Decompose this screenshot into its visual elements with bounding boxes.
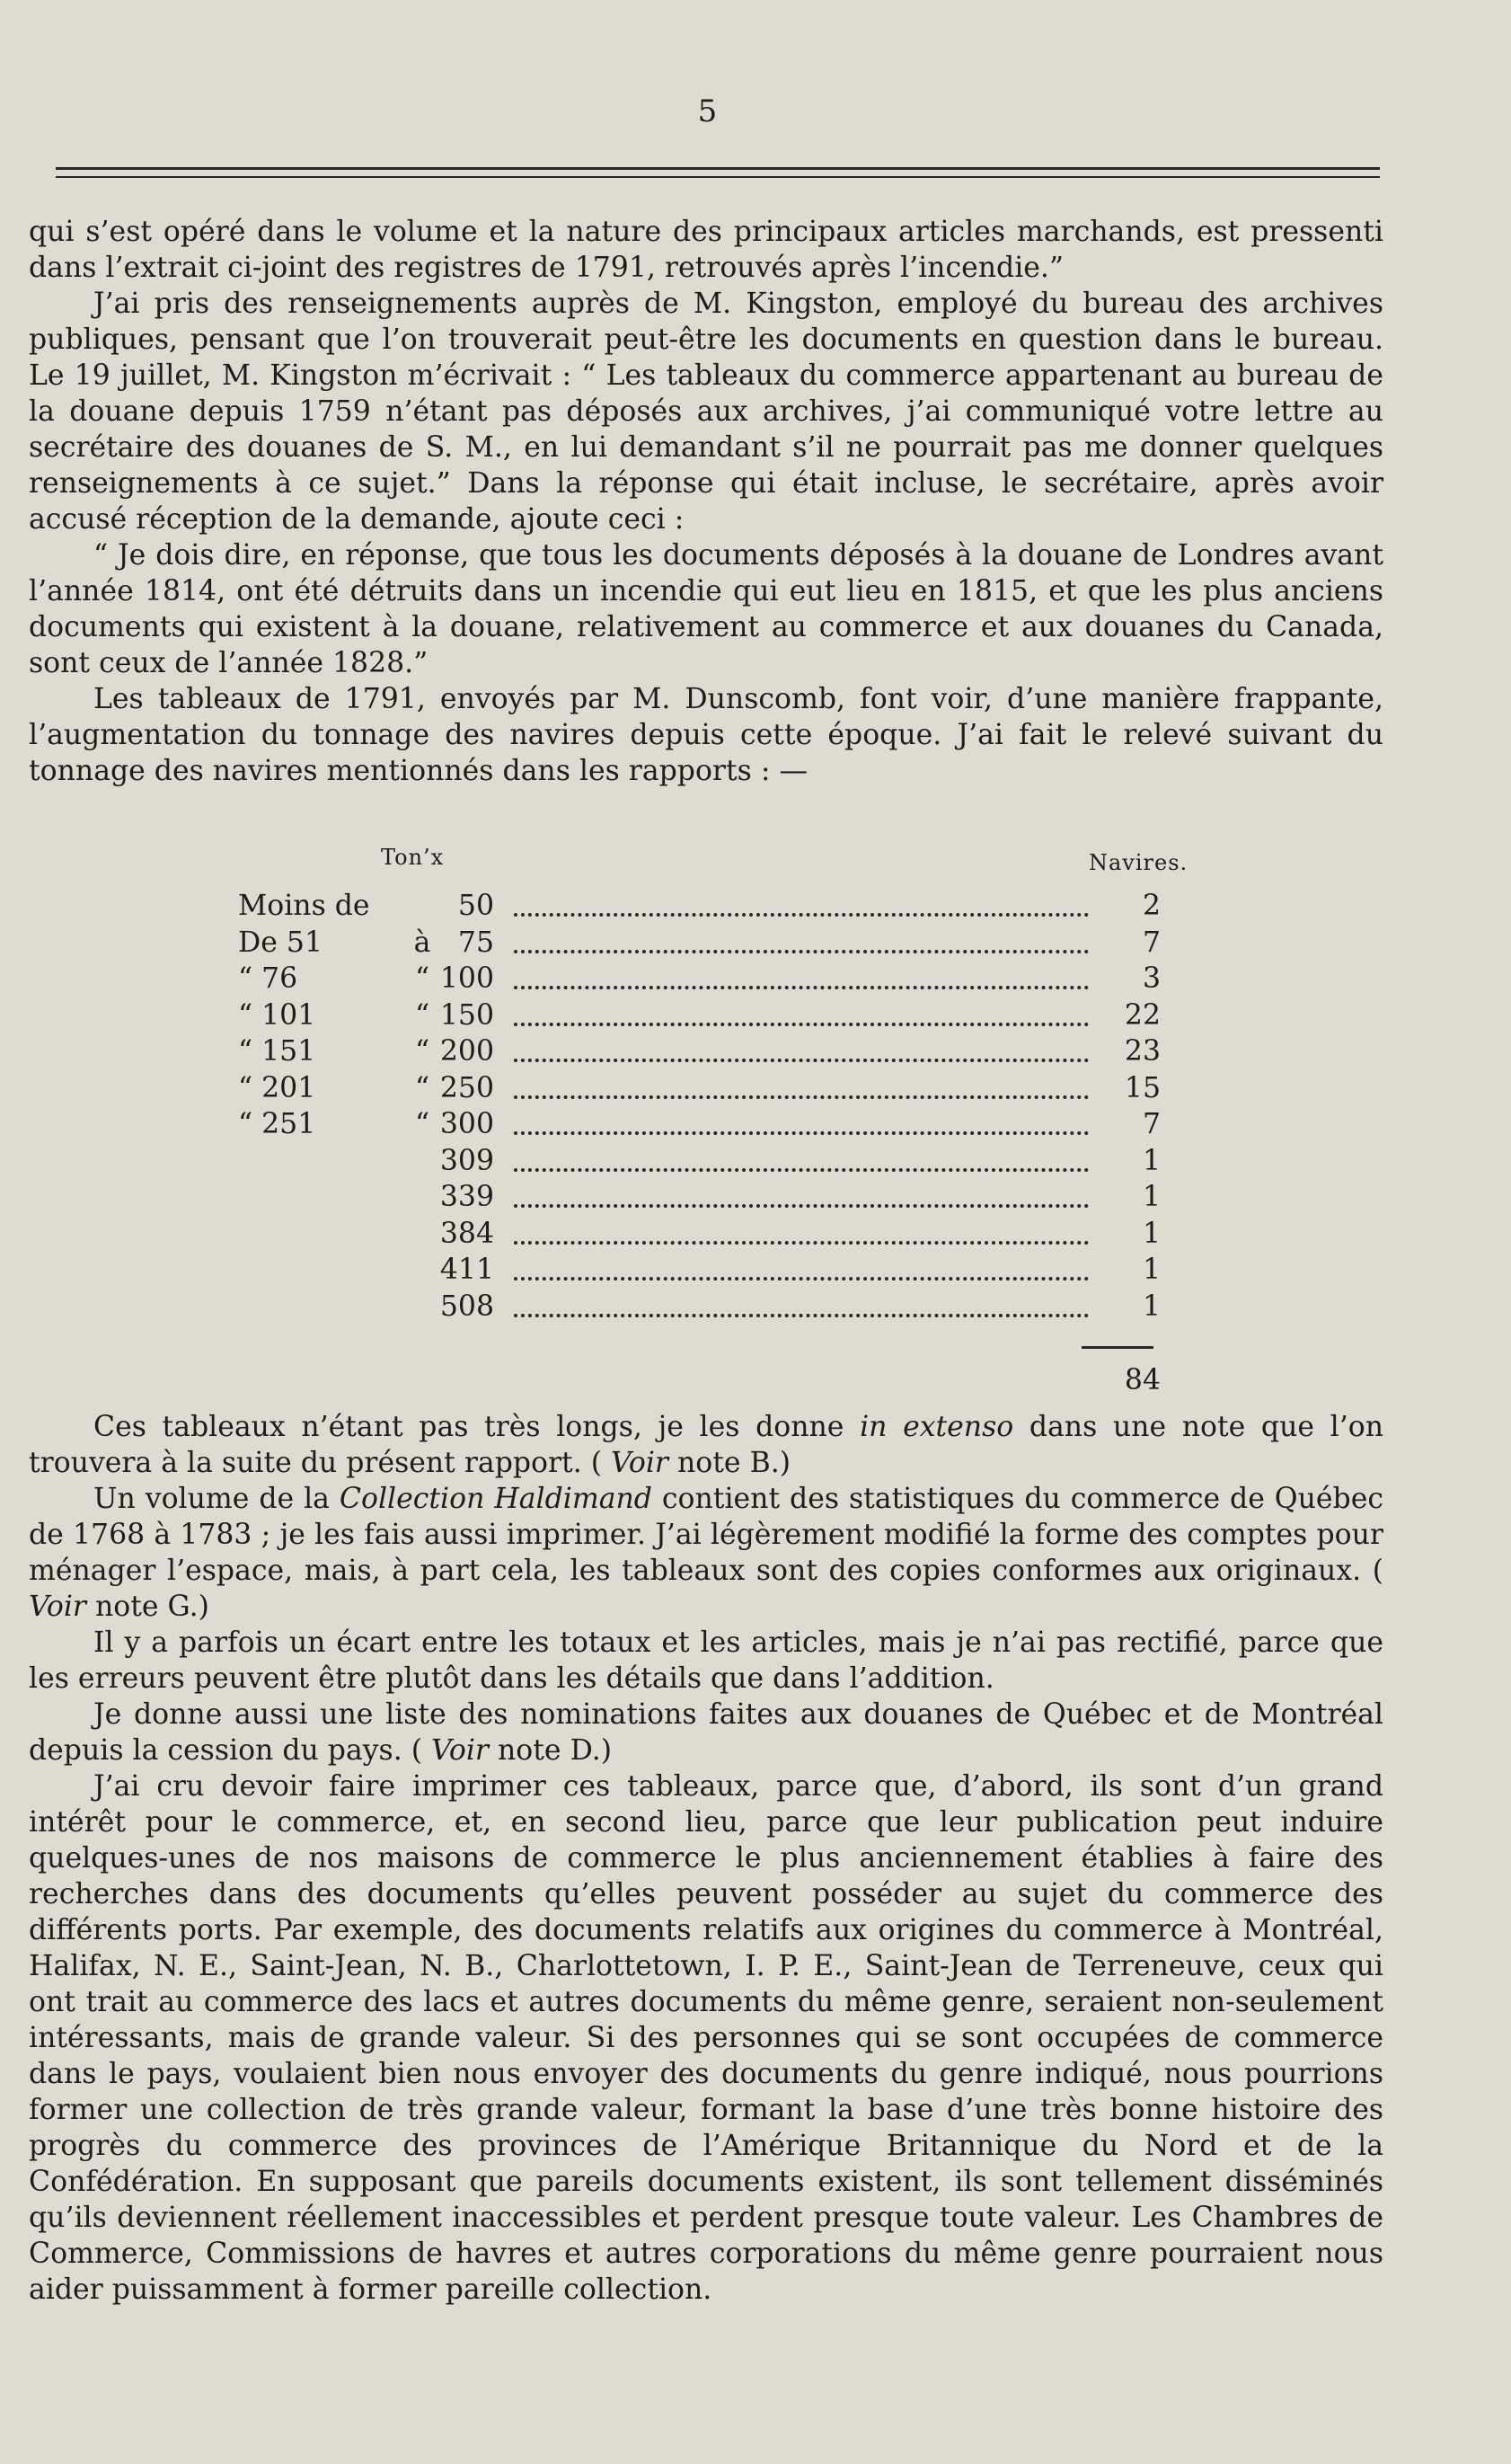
tonnage-from: Moins de [238, 890, 370, 922]
ship-count: 1 [1142, 1217, 1161, 1250]
table-row [0, 962, 1511, 998]
paragraph-quote: “ Je dois dire, en réponse, que tous les documents déposés à la douane de Londres avant l’année 1814, ont été détruits dans un incendie qui eut lieu en 1815, et que les plus anciens documents qui existent à la douane, relativement au commerce et aux douanes du Canada, sont ceux de l’année 1828.” [29, 539, 1383, 679]
header-rule-thin [56, 176, 1380, 178]
paragraph-extenso: Ces tableaux n’étant pas très longs, je les donne in extenso dans une note que l’on trouvera à la suite du présent rapport. ( Voir note B.) [29, 1411, 1383, 1479]
dot-leader [514, 1131, 1089, 1135]
paragraph-continuation: qui s’est opéré dans le volume et la nature des principaux articles marchands, est pressenti dans l’extrait ci-joint des registres de 1791, retrouvés après l’incendie.” [29, 216, 1383, 284]
ship-count: 2 [1142, 890, 1161, 922]
tonnage-from: “ 101 [238, 998, 316, 1032]
dot-leader [514, 1168, 1089, 1172]
paragraph-imprimer: J’ai cru devoir faire imprimer ces tableaux, parce que, d’abord, ils sont d’un grand intérêt pour le commerce, et, en second lieu, parce que leur publication peut induire quelques-unes de nos maisons de commerce le plus anciennement établies à faire des recherches dans des documents qu’elles peuvent posséder au sujet du commerce des différents ports. Par exemple, des documents relatifs aux origines du commerce à Montréal, Halifax, N. E., Saint-Jean, N. B., Charlottetown, I. P. E., Saint-Jean de Terreneuve, ceux qui ont trait au commerce des lacs et autres documents du même genre, seraient non-seulement intéressants, mais de grande valeur. Si des personnes qui se sont occupées de commerce dans le pays, voulaient bien nous envoyer des documents du genre indiqué, nous pourrions former une collection de très grande valeur, formant la base d’une très bonne histoire des progrès du commerce des provinces de l’Amérique Britannique du Nord et de la Confédération. En supposant que pareils documents existent, ils sont tellement disséminés qu’ils deviennent réellement inaccessibles et perdent presque toute valeur. Les Chambres de Commerce, Commissions de havres et autres corporations du même genre pourraient nous aider puissamment à former pareille collection. [29, 1770, 1383, 2306]
ship-count: 1 [1142, 1254, 1161, 1286]
ship-count: 3 [1142, 962, 1161, 995]
dot-leader [514, 1277, 1089, 1281]
dot-leader [514, 986, 1089, 989]
tonnage-to: 75 [457, 926, 494, 959]
body-text [29, 1409, 1383, 2308]
tonnage-to: 411 [439, 1254, 494, 1286]
column-header-ships: Navires. [1089, 850, 1188, 875]
ship-count: 1 [1142, 1144, 1161, 1177]
tonnage-to: 150 [439, 998, 494, 1032]
tonnage-sep: “ [414, 1108, 430, 1140]
tonnage-sep: “ [414, 1035, 430, 1068]
tonnage-to: 50 [457, 890, 494, 922]
paragraph-nominations: Je donne aussi une liste des nominations faites aux douanes de Québec et de Montréal depuis la cession du pays. ( Voir note D.) [29, 1698, 1383, 1767]
table-row [0, 1035, 1511, 1071]
tonnage-to: 384 [439, 1217, 494, 1250]
tonnage-from: “ 151 [238, 1035, 316, 1068]
header-rule-thick [56, 167, 1380, 170]
column-header-tons: Ton’x [381, 845, 445, 870]
table-row [0, 999, 1511, 1035]
tonnage-sep: “ [414, 1071, 430, 1104]
table-row [0, 1254, 1511, 1290]
dot-leader [514, 1023, 1089, 1026]
tonnage-to: 250 [439, 1071, 494, 1104]
dot-leader [514, 950, 1089, 953]
page-number: 5 [697, 93, 718, 129]
dot-leader [514, 1095, 1089, 1099]
tonnage-sep: à [413, 926, 431, 959]
paragraph-kingston: J’ai pris des renseignements auprès de M. Kingston, employé du bureau des archives publiques, pensant que l’on trouverait peut-être les documents en question dans le bureau. Le 19 juillet, M. Kingston m’écrivait : “ Les tableaux du commerce appartenant au bureau de la douane depuis 1759 n’étant pas déposés aux archives, j’ai communiqué votre lettre au secrétaire des douanes de S. M., en lui demandant s’il ne pourrait pas me donner quelques renseignements à ce sujet.” Dans la réponse qui était incluse, le secrétaire, après avoir accusé réception de la demande, ajoute ceci : [29, 288, 1383, 536]
tonnage-to: 300 [439, 1108, 494, 1140]
total-rule [1082, 1346, 1153, 1349]
intro-text [29, 214, 1383, 789]
paragraph-haldimand: Un volume de la Collection Haldimand contient des statistiques du commerce de Québec de 1768 à 1783 ; je les fais aussi imprimer. J’ai légèrement modifié la forme des comptes pour ménager l’espace, mais, à part cela, les tableaux sont des copies conformes aux originaux. ( Voir note G.) [29, 1483, 1383, 1623]
ship-count: 23 [1124, 1035, 1161, 1068]
tonnage-to: 508 [439, 1290, 494, 1323]
table-row [0, 890, 1511, 926]
tonnage-from: “ 201 [238, 1071, 316, 1104]
total-ships: 84 [1124, 1364, 1161, 1396]
paragraph-dunscomb: Les tableaux de 1791, envoyés par M. Dunscomb, font voir, d’une manière frappante, l’augmentation du tonnage des navires depuis cette époque. J’ai fait le relevé suivant du tonnage des navires mentionnés dans les rapports : — [29, 683, 1383, 787]
dot-leader [514, 1204, 1089, 1208]
tonnage-from: De 51 [238, 926, 323, 959]
ship-count: 1 [1142, 1181, 1161, 1213]
tonnage-to: 200 [439, 1035, 494, 1068]
table-row [0, 1108, 1511, 1144]
dot-leader [514, 913, 1089, 917]
ship-count: 15 [1124, 1071, 1161, 1104]
tonnage-to: 339 [439, 1181, 494, 1213]
ship-count: 22 [1124, 998, 1161, 1032]
table-row [0, 1145, 1511, 1181]
tonnage-from: “ 76 [238, 962, 298, 995]
ship-count: 1 [1142, 1290, 1161, 1323]
tonnage-sep: “ [414, 962, 430, 995]
table-row [0, 926, 1511, 962]
dot-leader [514, 1241, 1089, 1245]
tonnage-to: 309 [439, 1144, 494, 1177]
tonnage-sep: “ [414, 998, 430, 1032]
table-row [0, 1290, 1511, 1326]
table-row [0, 1218, 1511, 1254]
table-row [0, 1181, 1511, 1217]
tonnage-from: “ 251 [238, 1108, 316, 1140]
table-row [0, 1072, 1511, 1108]
dot-leader [514, 1314, 1089, 1317]
dot-leader [514, 1059, 1089, 1062]
tonnage-to: 100 [439, 962, 494, 995]
paragraph-ecart: Il y a parfois un écart entre les totaux et les articles, mais je n’ai pas rectifié, parce que les erreurs peuvent être plutôt dans les détails que dans l’addition. [29, 1626, 1383, 1695]
ship-count: 7 [1142, 926, 1161, 959]
ship-count: 7 [1142, 1108, 1161, 1140]
